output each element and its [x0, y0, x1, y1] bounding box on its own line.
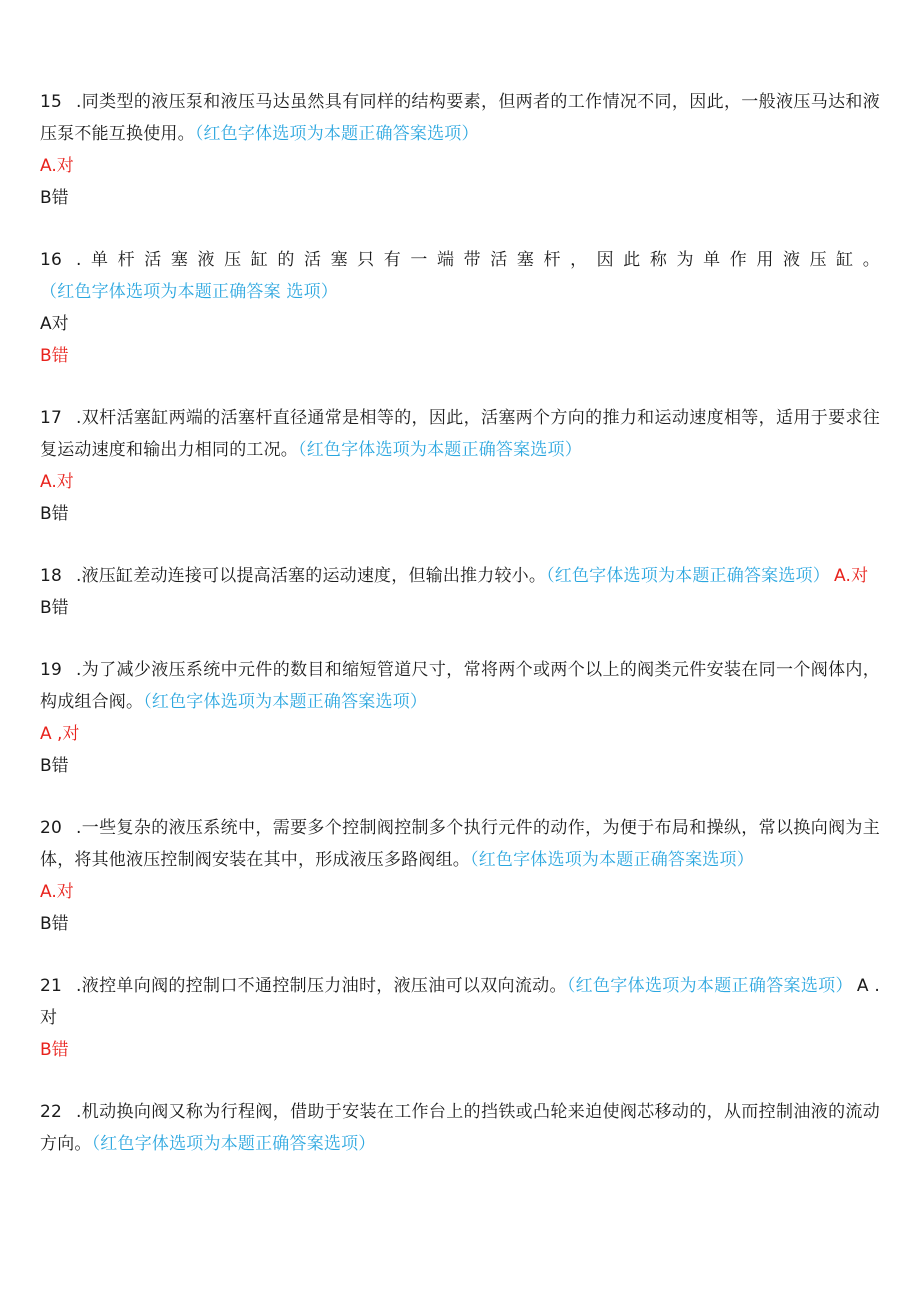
question-body: .为了减少液压系统中元件的数目和缩短管道尺寸，常将两个或两个以上的阀类元件安装在同一个阀体内，构成组合阀。 — [40, 660, 880, 712]
answer-hint: （红色字体选项为本题正确答案选项） — [470, 850, 754, 870]
option-inline: A .对 — [40, 976, 880, 1028]
question-number: 17 — [40, 408, 63, 428]
question-item — [40, 560, 880, 624]
question-item — [40, 402, 880, 530]
option: A对 — [40, 314, 69, 334]
question-number: 21 — [40, 976, 63, 996]
question-text — [40, 402, 880, 466]
question-number: 19 — [40, 660, 63, 680]
option-correct: B错 — [40, 1040, 69, 1060]
answer-hint: （红色字体选项为本题正确答案选项） — [546, 566, 830, 586]
question-text — [40, 244, 880, 308]
question-item — [40, 86, 880, 214]
option: B错 — [40, 598, 69, 618]
question-text — [40, 560, 880, 592]
question-text — [40, 812, 880, 876]
question-body: .单杆活塞液压缸的活塞只有一端带活塞杆，因此称为单作用液压缸。 — [76, 250, 880, 270]
option: B错 — [40, 756, 69, 776]
answer-hint: （红色字体选项为本题正确答案选项） — [566, 976, 853, 996]
question-text — [40, 970, 880, 1034]
option: B错 — [40, 914, 69, 934]
question-text — [40, 654, 880, 718]
answer-hint: （红色字体选项为本题正确答案选项） — [298, 440, 582, 460]
question-number: 22 — [40, 1102, 63, 1122]
question-body: .一些复杂的液压系统中，需要多个控制阀控制多个执行元件的动作，为便于布局和操纵，常以换向阀为主体，将其他液压控制阀安装在其中，形成液压多路阀组。 — [40, 818, 880, 870]
answer-hint: （红色字体选项为本题正确答案选项） — [91, 1134, 376, 1154]
question-body: .液压缸差动连接可以提高活塞的运动速度，但输出推力较小。 — [76, 566, 547, 586]
question-body: .同类型的液压泵和液压马达虽然具有同样的结构要素，但两者的工作情况不同，因此，一般液压马达和液压泵不能互换使用。 — [40, 92, 880, 144]
question-item — [40, 812, 880, 940]
question-list — [40, 86, 880, 1160]
question-text — [40, 86, 880, 150]
option-correct: A ,对 — [40, 724, 80, 744]
answer-hint: （红色字体选项为本题正确答案 选项） — [40, 282, 339, 302]
answer-hint: （红色字体选项为本题正确答案选项） — [194, 124, 479, 144]
question-item — [40, 654, 880, 782]
question-body: .液控单向阀的控制口不通控制压力油时，液压油可以双向流动。 — [76, 976, 567, 996]
question-number: 15 — [40, 92, 63, 112]
option-correct: A.对 — [40, 472, 74, 492]
option: B错 — [40, 504, 69, 524]
question-number: 18 — [40, 566, 63, 586]
question-item — [40, 1096, 880, 1160]
option-correct: B错 — [40, 346, 69, 366]
option-correct: A.对 — [40, 156, 74, 176]
option: B错 — [40, 188, 69, 208]
question-item — [40, 970, 880, 1066]
question-body: .双杆活塞缸两端的活塞杆直径通常是相等的，因此，活塞两个方向的推力和运动速度相等，适用于要求往复运动速度和输出力相同的工况。 — [40, 408, 880, 460]
question-number: 16 — [40, 250, 63, 270]
option-correct: A.对 — [40, 882, 74, 902]
question-item — [40, 244, 880, 372]
answer-hint: （红色字体选项为本题正确答案选项） — [143, 692, 428, 712]
question-text — [40, 1096, 880, 1160]
question-number: 20 — [40, 818, 63, 838]
option-inline: A.对 — [833, 566, 869, 586]
question-body: .机动换向阀又称为行程阀，借助于安装在工作台上的挡铁或凸轮来迫使阀芯移动的，从而控制油液的流动方向。 — [40, 1102, 880, 1154]
